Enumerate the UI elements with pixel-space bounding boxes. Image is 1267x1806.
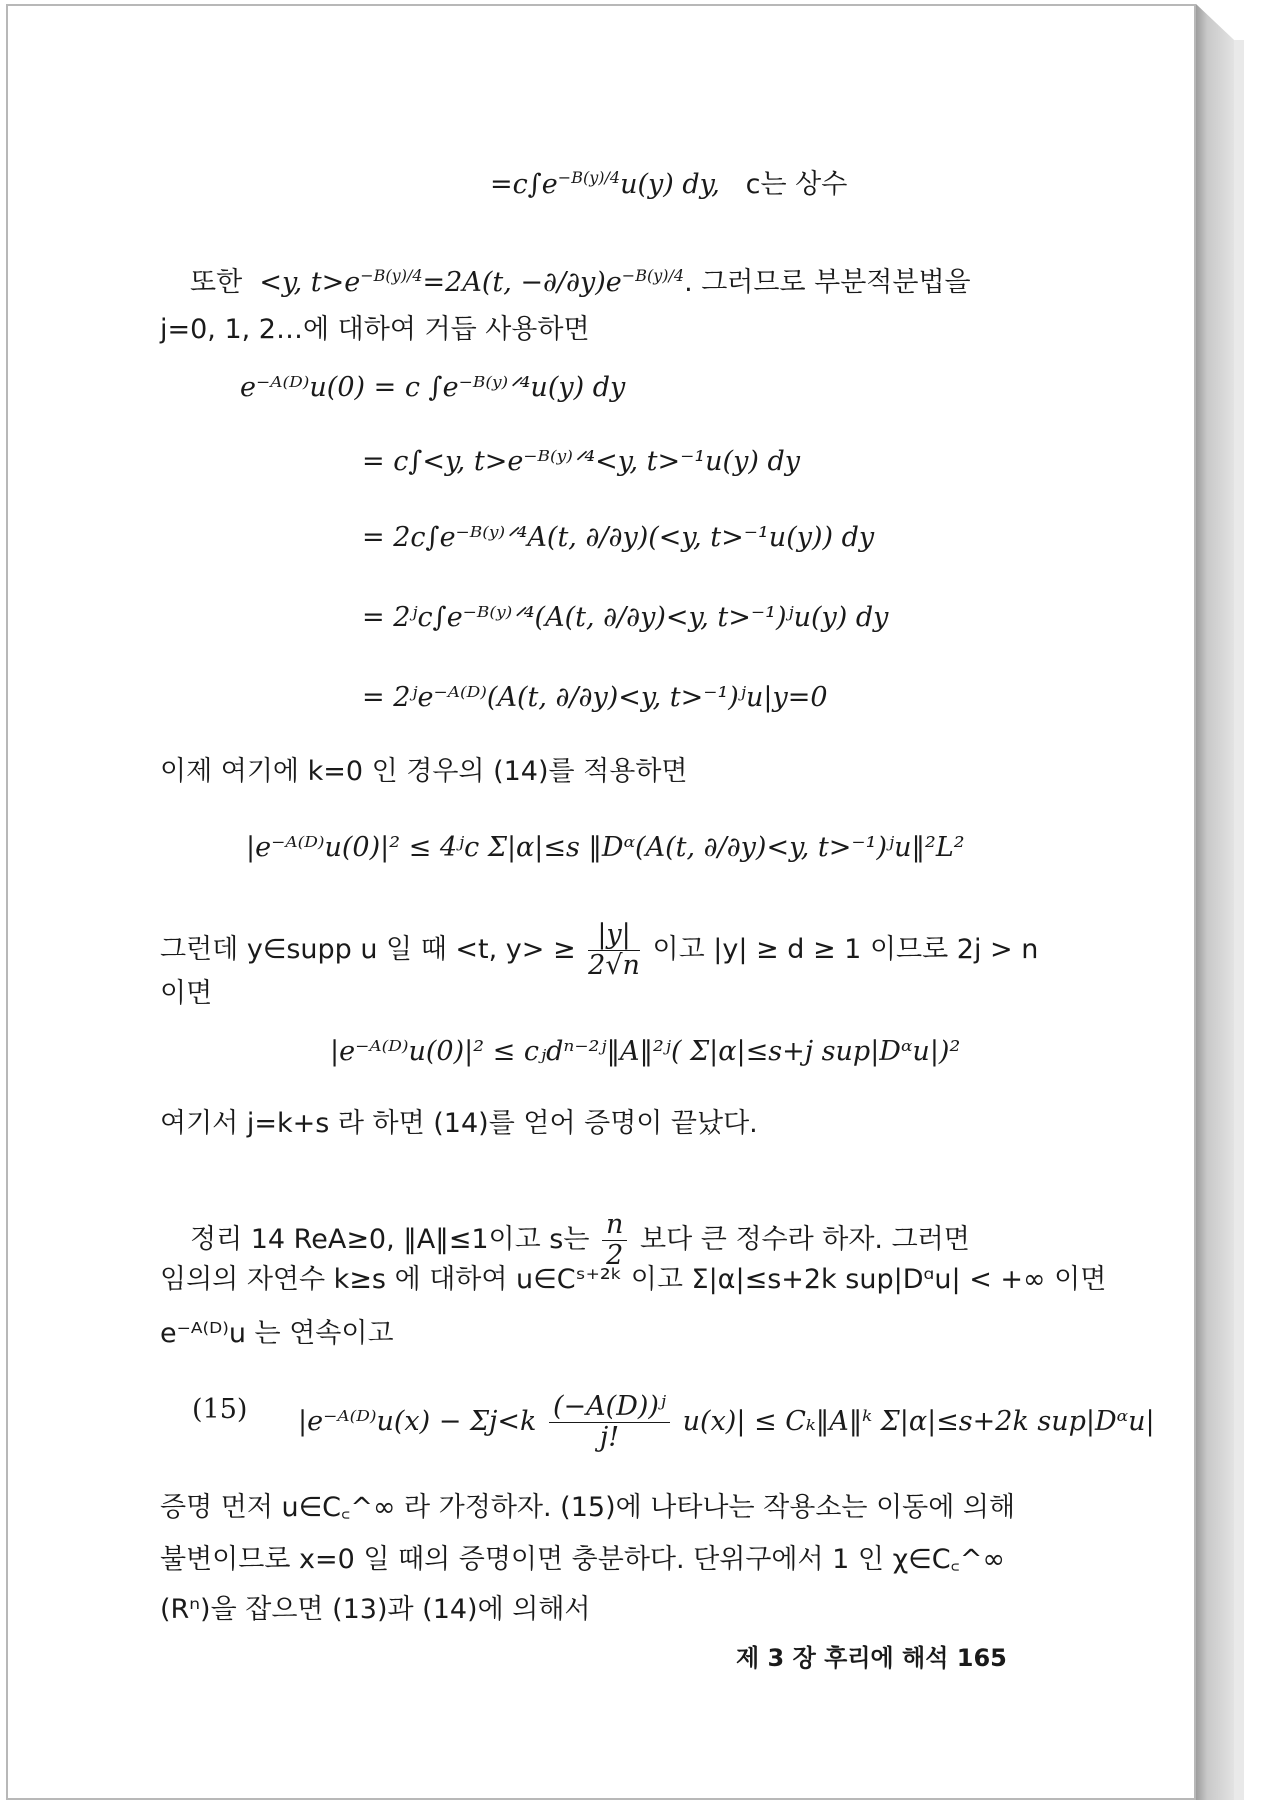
fraction-n-over-2: $\frac{n}{2}$ bbox=[602, 1210, 627, 1271]
page-footer: 제 3 장 후리에 해석 165 bbox=[736, 1644, 1007, 1672]
fraction-AD-power-j: $\frac{\text{(−A(D))ʲ}}{j!}$ bbox=[549, 1392, 670, 1453]
proof-line-1: 증명 먼저 u∈C꜀^∞ 라 가정하자. (15)에 나타나는 작용소는 이동에 의해 bbox=[160, 1492, 1016, 1523]
equation-15: |e⁻ᴬ⁽ᴰ⁾u(x) − Σj<k $\frac{\text{(−A(D))ʲ}}{j!}$ u(x)| ≤ Cₖ‖A‖ᵏ Σ|α|≤s+2k sup|Dᵅu| bbox=[298, 1391, 1155, 1453]
theorem-14-line-3: e⁻ᴬ⁽ᴰ⁾u 는 연속이고 bbox=[160, 1318, 394, 1349]
paragraph-3: 그런데 y∈supp u 일 때 <t, y> ≥ $\frac{|y|}{2√n}$ 이고 |y| ≥ d ≥ 1 이므로 2j > n bbox=[160, 919, 1039, 981]
derivation-line-3: = 2c∫e⁻ᴮ⁽ʸ⁾ᐟ⁴A(t, ∂/∂y)(<y, t>⁻¹u(y)) dy bbox=[362, 522, 875, 553]
proof-line-3: (Rⁿ)을 잡으면 (13)과 (14)에 의해서 bbox=[160, 1594, 591, 1625]
paragraph-3-line-2: 이면 bbox=[160, 978, 213, 1009]
paragraph-1: 또한 <y, $t>e^{-B(y)/4}=2A(t$, $-\partial/\partial y)e^{-B(y)/4}$. 그러므로 부분적분법을 bbox=[190, 266, 971, 298]
derivation-line-1: e⁻ᴬ⁽ᴰ⁾u(0) = c ∫e⁻ᴮ⁽ʸ⁾ᐟ⁴u(y) dy bbox=[240, 372, 626, 403]
theorem-14: 정리 14 ReA≥0, ‖A‖≤1이고 s는 $\frac{n}{2}$ 보다 큰 정수라 하자. 그러면 bbox=[190, 1209, 970, 1271]
fraction-y-over-2sqrtn: $\frac{|y|}{2√n}$ bbox=[588, 919, 640, 981]
proof-line-2: 불변이므로 x=0 일 때의 증명이면 충분하다. 단위구에서 1 인 χ∈C꜀^∞ bbox=[160, 1544, 1006, 1575]
page-edge-shadow-2 bbox=[1234, 40, 1244, 1800]
equation-top: $=c\int e^{-B(y)/4}u(y)$ dy, c는 상수 bbox=[490, 168, 848, 200]
derivation-line-5: = 2ʲe⁻ᴬ⁽ᴰ⁾(A(t, ∂/∂y)<y, t>⁻¹)ʲu|y=0 bbox=[362, 682, 828, 713]
paragraph-1-line-2: j=0, 1, 2…에 대하여 거듭 사용하면 bbox=[160, 314, 590, 345]
page-edge-shadow bbox=[1196, 4, 1234, 1800]
equation-15-label: (15) bbox=[192, 1394, 248, 1425]
derivation-line-4: = 2ʲc∫e⁻ᴮ⁽ʸ⁾ᐟ⁴(A(t, ∂/∂y)<y, t>⁻¹)ʲu(y) dy bbox=[362, 602, 889, 633]
equation-bound-2: |e⁻ᴬ⁽ᴰ⁾u(0)|² ≤ cⱼdⁿ⁻²ʲ‖A‖²ʲ( Σ|α|≤s+j sup|Dᵅu|)² bbox=[330, 1036, 961, 1067]
equation-bound-1: |e⁻ᴬ⁽ᴰ⁾u(0)|² ≤ 4ʲc Σ|α|≤s ‖Dᵅ(A(t, ∂/∂y)<y, t>⁻¹)ʲu‖²L² bbox=[246, 832, 965, 863]
theorem-14-line-2: 임의의 자연수 k≥s 에 대하여 u∈Cˢ⁺²ᵏ 이고 Σ|α|≤s+2k sup|Dᵅu| < +∞ 이면 bbox=[160, 1264, 1107, 1295]
derivation-line-2: = c∫<y, t>e⁻ᴮ⁽ʸ⁾ᐟ⁴<y, t>⁻¹u(y) dy bbox=[362, 446, 800, 477]
paragraph-4: 여기서 j=k+s 라 하면 (14)를 얻어 증명이 끝났다. bbox=[160, 1108, 758, 1139]
paragraph-2: 이제 여기에 k=0 인 경우의 (14)를 적용하면 bbox=[160, 756, 688, 787]
